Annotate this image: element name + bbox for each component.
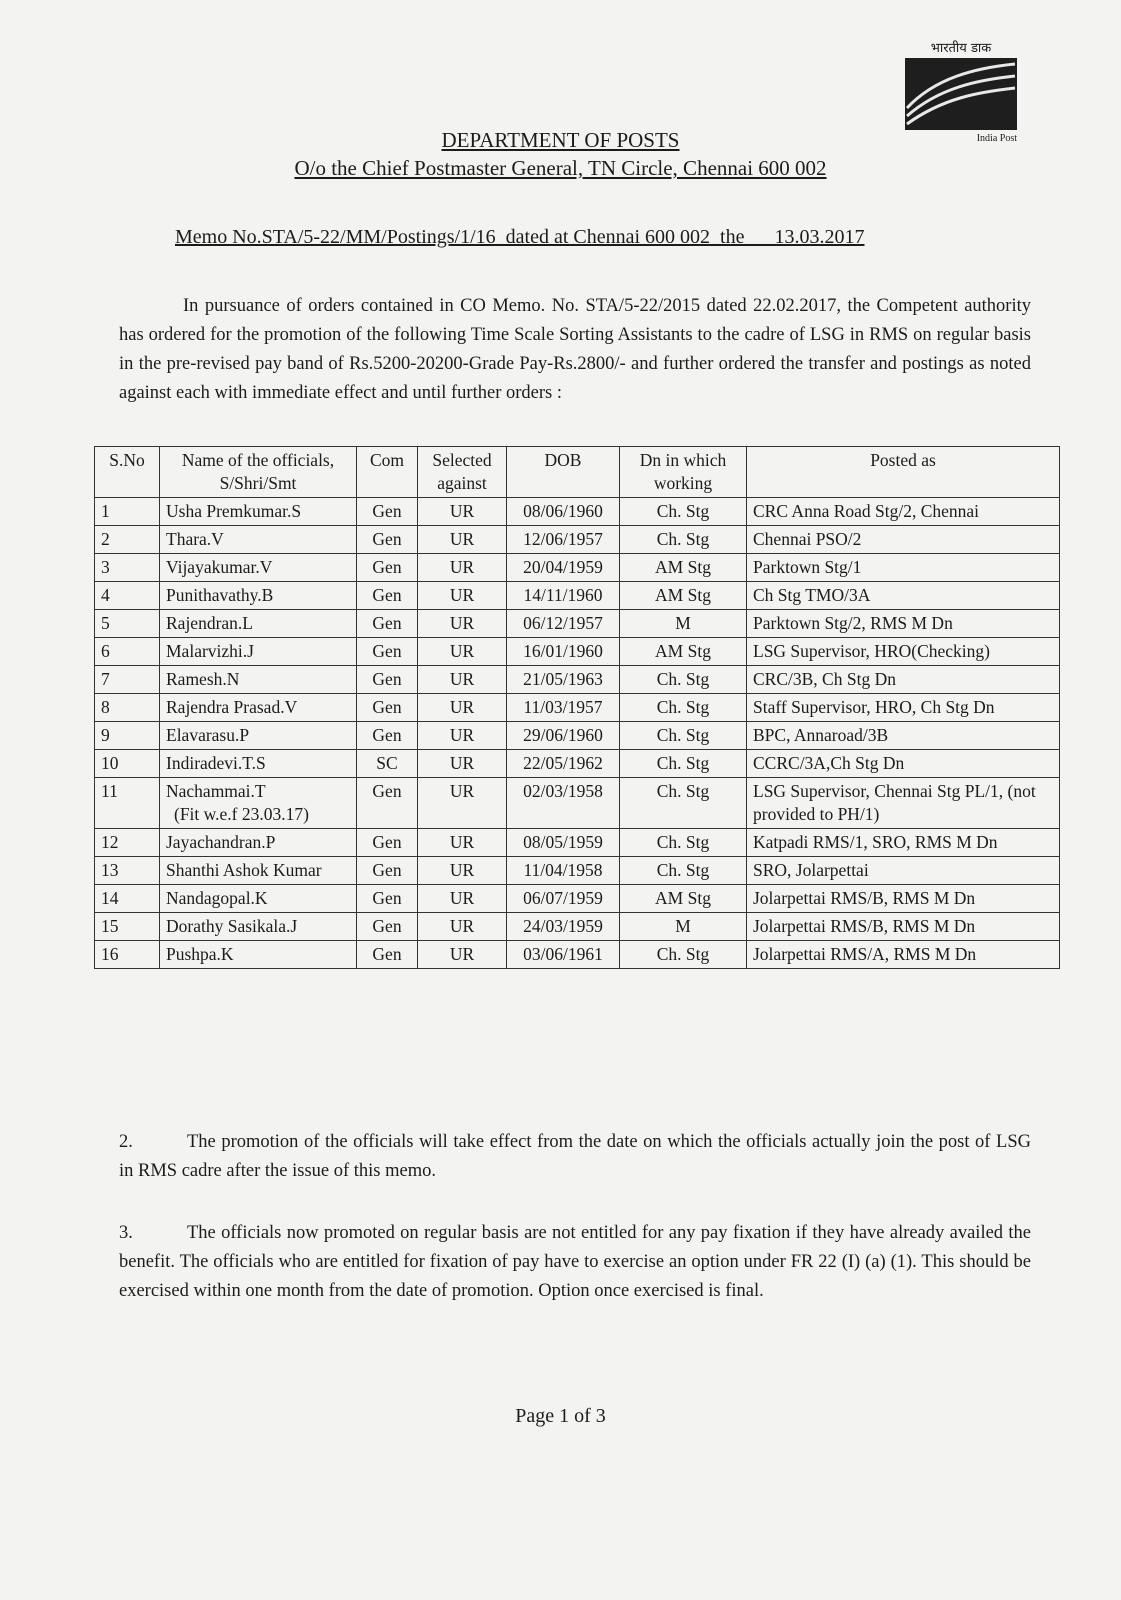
cell-selected bbox=[418, 526, 507, 554]
cell-com-text: Gen bbox=[372, 669, 402, 689]
cell-selected-text: UR bbox=[449, 613, 475, 633]
cell-posted bbox=[747, 857, 1060, 885]
cell-sno bbox=[95, 526, 160, 554]
cell-selected bbox=[418, 582, 507, 610]
cell-dn bbox=[620, 638, 747, 666]
cell-posted-text: CRC/3B, Ch Stg Dn bbox=[753, 669, 896, 689]
cell-com bbox=[357, 941, 418, 969]
cell-selected bbox=[418, 913, 507, 941]
department-title: DEPARTMENT OF POSTS bbox=[441, 128, 680, 152]
table-row bbox=[95, 694, 1060, 722]
paragraph-3-text: The officials now promoted on regular basis are not entitled for any pay fixation if they have already availed the benefit. The officials who are entitled for fixation of pay have to exercise an option under FR 22 (I) (a) (1). This should be exercised within one month from the date of promotion. Option once exercised is final. bbox=[119, 1223, 1031, 1301]
cell-posted-text: LSG Supervisor, HRO(Checking) bbox=[753, 641, 990, 661]
cell-sno bbox=[95, 778, 160, 829]
cell-sno-text: 7 bbox=[101, 669, 110, 689]
cell-sno-text: 15 bbox=[101, 916, 119, 936]
cell-dob bbox=[507, 941, 620, 969]
cell-com bbox=[357, 498, 418, 526]
cell-dob-text: 08/05/1959 bbox=[523, 832, 603, 852]
cell-dob bbox=[507, 750, 620, 778]
logo-caption: India Post bbox=[976, 133, 1017, 144]
table-row bbox=[95, 885, 1060, 913]
cell-selected-text: UR bbox=[449, 725, 475, 745]
cell-posted-text: Staff Supervisor, HRO, Ch Stg Dn bbox=[753, 697, 995, 717]
cell-name-text: Jayachandran.P bbox=[166, 832, 276, 852]
cell-com bbox=[357, 913, 418, 941]
cell-dn-text: Ch. Stg bbox=[656, 501, 710, 521]
cell-posted-text: BPC, Annaroad/3B bbox=[753, 725, 889, 745]
cell-dn-text: Ch. Stg bbox=[656, 725, 710, 745]
cell-com-text: Gen bbox=[372, 585, 402, 605]
cell-selected-text: UR bbox=[449, 641, 475, 661]
cell-selected-text: UR bbox=[449, 697, 475, 717]
cell-sno bbox=[95, 885, 160, 913]
cell-dn bbox=[620, 526, 747, 554]
paragraph-3 bbox=[119, 1219, 1031, 1306]
cell-com-text: Gen bbox=[372, 781, 402, 801]
cell-selected-text: UR bbox=[449, 832, 475, 852]
cell-name-text: Dorathy Sasikala.J bbox=[166, 916, 298, 936]
cell-com bbox=[357, 526, 418, 554]
table-header-row bbox=[95, 447, 1060, 498]
table-row bbox=[95, 750, 1060, 778]
cell-dob bbox=[507, 829, 620, 857]
cell-posted bbox=[747, 694, 1060, 722]
cell-posted bbox=[747, 778, 1060, 829]
cell-dob-text: 20/04/1959 bbox=[523, 557, 603, 577]
cell-posted-text: CRC Anna Road Stg/2, Chennai bbox=[753, 501, 980, 521]
cell-posted bbox=[747, 829, 1060, 857]
cell-dob-text: 24/03/1959 bbox=[523, 916, 603, 936]
cell-dn bbox=[620, 582, 747, 610]
cell-selected-text: UR bbox=[449, 669, 475, 689]
header-name: Name of the officials, S/Shri/Smt bbox=[160, 447, 357, 498]
cell-dob bbox=[507, 857, 620, 885]
cell-dob-text: 14/11/1960 bbox=[523, 585, 603, 605]
cell-name bbox=[160, 941, 357, 969]
cell-com bbox=[357, 829, 418, 857]
cell-selected-text: UR bbox=[449, 753, 475, 773]
office-address: O/o the Chief Postmaster General, TN Circle, Chennai 600 002 bbox=[294, 156, 827, 180]
cell-com-text: SC bbox=[376, 753, 398, 773]
cell-sno bbox=[95, 722, 160, 750]
cell-dob-text: 16/01/1960 bbox=[523, 641, 603, 661]
cell-dob bbox=[507, 778, 620, 829]
cell-selected bbox=[418, 694, 507, 722]
cell-name-text: Pushpa.K bbox=[166, 944, 234, 964]
cell-dn bbox=[620, 885, 747, 913]
cell-dn bbox=[620, 857, 747, 885]
cell-dob bbox=[507, 582, 620, 610]
cell-posted-text: Jolarpettai RMS/A, RMS M Dn bbox=[753, 944, 977, 964]
cell-sno-text: 1 bbox=[101, 501, 110, 521]
cell-sno-text: 9 bbox=[101, 725, 110, 745]
cell-name bbox=[160, 913, 357, 941]
cell-dob-text: 02/03/1958 bbox=[523, 781, 603, 801]
cell-posted bbox=[747, 913, 1060, 941]
cell-dob-text: 11/04/1958 bbox=[523, 860, 603, 880]
cell-sno bbox=[95, 857, 160, 885]
cell-name bbox=[160, 829, 357, 857]
cell-posted bbox=[747, 638, 1060, 666]
cell-dn bbox=[620, 610, 747, 638]
cell-selected bbox=[418, 666, 507, 694]
cell-name-text: Usha Premkumar.S bbox=[166, 501, 302, 521]
cell-sno-text: 5 bbox=[101, 613, 110, 633]
cell-com bbox=[357, 750, 418, 778]
table-row bbox=[95, 829, 1060, 857]
cell-dn bbox=[620, 554, 747, 582]
cell-sno bbox=[95, 694, 160, 722]
cell-posted-text: Jolarpettai RMS/B, RMS M Dn bbox=[753, 916, 976, 936]
cell-selected-text: UR bbox=[449, 557, 475, 577]
cell-name bbox=[160, 582, 357, 610]
cell-dob-text: 21/05/1963 bbox=[523, 669, 603, 689]
cell-name bbox=[160, 750, 357, 778]
cell-sno bbox=[95, 913, 160, 941]
cell-dn-text: Ch. Stg bbox=[656, 529, 710, 549]
cell-selected-text: UR bbox=[449, 888, 475, 908]
cell-dn-text: Ch. Stg bbox=[656, 753, 710, 773]
cell-posted bbox=[747, 554, 1060, 582]
cell-selected bbox=[418, 638, 507, 666]
cell-com-text: Gen bbox=[372, 725, 402, 745]
cell-selected-text: UR bbox=[449, 501, 475, 521]
cell-selected bbox=[418, 722, 507, 750]
table-row bbox=[95, 638, 1060, 666]
cell-com bbox=[357, 857, 418, 885]
cell-name-text: Vijayakumar.V bbox=[166, 557, 273, 577]
cell-name bbox=[160, 498, 357, 526]
cell-posted-text: LSG Supervisor, Chennai Stg PL/1, (not provided to PH/1) bbox=[753, 781, 1036, 824]
table-row bbox=[95, 941, 1060, 969]
table-row bbox=[95, 666, 1060, 694]
table-row bbox=[95, 582, 1060, 610]
cell-sno-text: 4 bbox=[101, 585, 110, 605]
cell-dob bbox=[507, 638, 620, 666]
logo-swirl-icon bbox=[905, 58, 1017, 130]
cell-dob-text: 22/05/1962 bbox=[523, 753, 603, 773]
cell-posted-text: Parktown Stg/1 bbox=[753, 557, 862, 577]
header-sno: S.No bbox=[95, 447, 160, 498]
cell-dob bbox=[507, 498, 620, 526]
cell-com bbox=[357, 778, 418, 829]
header-dob: DOB bbox=[507, 447, 620, 498]
cell-posted bbox=[747, 498, 1060, 526]
table-row bbox=[95, 778, 1060, 829]
cell-name bbox=[160, 857, 357, 885]
cell-sno bbox=[95, 750, 160, 778]
cell-dob-text: 06/07/1959 bbox=[523, 888, 603, 908]
cell-dn bbox=[620, 913, 747, 941]
cell-posted-text: Jolarpettai RMS/B, RMS M Dn bbox=[753, 888, 976, 908]
cell-sno bbox=[95, 666, 160, 694]
header-com: Com bbox=[357, 447, 418, 498]
paragraph-3-number: 3. bbox=[119, 1223, 133, 1243]
cell-selected-text: UR bbox=[449, 944, 475, 964]
cell-dn-text: AM Stg bbox=[655, 557, 711, 577]
cell-com-text: Gen bbox=[372, 697, 402, 717]
cell-dob-text: 11/03/1957 bbox=[523, 697, 603, 717]
paragraph-2 bbox=[119, 1128, 1031, 1186]
memo-reference: Memo No.STA/5-22/MM/Postings/1/16 dated at Chennai 600 002 the 13.03.2017 bbox=[175, 226, 865, 248]
header-posted: Posted as bbox=[747, 447, 1060, 498]
cell-name bbox=[160, 666, 357, 694]
cell-dn bbox=[620, 666, 747, 694]
cell-sno bbox=[95, 582, 160, 610]
table-row bbox=[95, 554, 1060, 582]
cell-posted bbox=[747, 885, 1060, 913]
logo-hindi-text: भारतीय डाक bbox=[930, 41, 992, 56]
cell-com bbox=[357, 666, 418, 694]
cell-com-text: Gen bbox=[372, 860, 402, 880]
cell-sno-text: 14 bbox=[101, 888, 119, 908]
cell-selected bbox=[418, 750, 507, 778]
cell-selected-text: UR bbox=[449, 529, 475, 549]
cell-dob bbox=[507, 526, 620, 554]
cell-name-text: Indiradevi.T.S bbox=[166, 753, 266, 773]
cell-sno-text: 8 bbox=[101, 697, 110, 717]
cell-name bbox=[160, 722, 357, 750]
cell-name-text: Punithavathy.B bbox=[166, 585, 274, 605]
cell-name bbox=[160, 694, 357, 722]
cell-selected-text: UR bbox=[449, 781, 475, 801]
cell-dob-text: 29/06/1960 bbox=[523, 725, 603, 745]
cell-dob bbox=[507, 694, 620, 722]
cell-name-text: Shanthi Ashok Kumar bbox=[166, 860, 322, 880]
cell-selected bbox=[418, 498, 507, 526]
cell-sno bbox=[95, 941, 160, 969]
cell-posted-text: Chennai PSO/2 bbox=[753, 529, 862, 549]
cell-selected-text: UR bbox=[449, 860, 475, 880]
cell-posted bbox=[747, 941, 1060, 969]
cell-selected bbox=[418, 829, 507, 857]
cell-dob-text: 08/06/1960 bbox=[523, 501, 603, 521]
cell-name-note: (Fit w.e.f 23.03.17) bbox=[174, 804, 309, 824]
cell-posted-text: SRO, Jolarpettai bbox=[753, 860, 869, 880]
cell-posted-text: Parktown Stg/2, RMS M Dn bbox=[753, 613, 953, 633]
cell-name bbox=[160, 778, 357, 829]
cell-com bbox=[357, 554, 418, 582]
cell-dn-text: Ch. Stg bbox=[656, 669, 710, 689]
cell-dn-text: AM Stg bbox=[655, 641, 711, 661]
cell-sno bbox=[95, 829, 160, 857]
cell-com-text: Gen bbox=[372, 529, 402, 549]
cell-posted bbox=[747, 722, 1060, 750]
cell-dob-text: 03/06/1961 bbox=[523, 944, 603, 964]
cell-name-text: Malarvizhi.J bbox=[166, 641, 254, 661]
table-row bbox=[95, 722, 1060, 750]
cell-dn bbox=[620, 941, 747, 969]
cell-com bbox=[357, 694, 418, 722]
cell-name-text: Thara.V bbox=[166, 529, 224, 549]
cell-dn bbox=[620, 722, 747, 750]
cell-com bbox=[357, 722, 418, 750]
cell-dn-text: Ch. Stg bbox=[656, 697, 710, 717]
cell-name-text: Ramesh.N bbox=[166, 669, 240, 689]
header-dn: Dn in which working bbox=[620, 447, 747, 498]
cell-name bbox=[160, 885, 357, 913]
cell-sno-text: 3 bbox=[101, 557, 110, 577]
cell-posted-text: Ch Stg TMO/3A bbox=[753, 585, 871, 605]
cell-dn-text: M bbox=[675, 613, 691, 633]
cell-dn-text: Ch. Stg bbox=[656, 781, 710, 801]
cell-sno-text: 10 bbox=[101, 753, 119, 773]
cell-sno bbox=[95, 638, 160, 666]
cell-sno bbox=[95, 498, 160, 526]
cell-dob bbox=[507, 913, 620, 941]
cell-sno bbox=[95, 554, 160, 582]
table-row bbox=[95, 526, 1060, 554]
cell-sno-text: 16 bbox=[101, 944, 119, 964]
table-row bbox=[95, 913, 1060, 941]
cell-selected-text: UR bbox=[449, 585, 475, 605]
cell-dob bbox=[507, 666, 620, 694]
cell-name bbox=[160, 526, 357, 554]
cell-dn bbox=[620, 694, 747, 722]
paragraph-2-text: The promotion of the officials will take effect from the date on which the officials actually join the post of LSG in RMS cadre after the issue of this memo. bbox=[119, 1132, 1031, 1181]
cell-posted-text: Katpadi RMS/1, SRO, RMS M Dn bbox=[753, 832, 998, 852]
cell-sno-text: 6 bbox=[101, 641, 110, 661]
cell-dob bbox=[507, 722, 620, 750]
cell-com-text: Gen bbox=[372, 832, 402, 852]
cell-dob bbox=[507, 885, 620, 913]
cell-dn bbox=[620, 829, 747, 857]
cell-sno-text: 13 bbox=[101, 860, 119, 880]
cell-dob bbox=[507, 610, 620, 638]
cell-dn bbox=[620, 778, 747, 829]
cell-selected bbox=[418, 941, 507, 969]
cell-name-text: Rajendran.L bbox=[166, 613, 253, 633]
cell-dn-text: Ch. Stg bbox=[656, 944, 710, 964]
cell-selected bbox=[418, 554, 507, 582]
logo-emblem bbox=[905, 58, 1017, 130]
cell-name bbox=[160, 610, 357, 638]
cell-sno bbox=[95, 610, 160, 638]
cell-posted bbox=[747, 610, 1060, 638]
header-selected: Selected against bbox=[418, 447, 507, 498]
cell-name-text: Rajendra Prasad.V bbox=[166, 697, 298, 717]
cell-com bbox=[357, 582, 418, 610]
cell-name-text: Nandagopal.K bbox=[166, 888, 268, 908]
cell-dn bbox=[620, 750, 747, 778]
promotion-table bbox=[94, 446, 1060, 969]
cell-name bbox=[160, 554, 357, 582]
cell-dn-text: AM Stg bbox=[655, 888, 711, 908]
table-row bbox=[95, 857, 1060, 885]
cell-sno-text: 12 bbox=[101, 832, 119, 852]
cell-com-text: Gen bbox=[372, 557, 402, 577]
cell-posted bbox=[747, 666, 1060, 694]
cell-posted bbox=[747, 582, 1060, 610]
cell-name-text: Nachammai.T bbox=[166, 781, 266, 801]
cell-dn-text: Ch. Stg bbox=[656, 832, 710, 852]
page-number: Page 1 of 3 bbox=[515, 1405, 606, 1427]
cell-com-text: Gen bbox=[372, 888, 402, 908]
cell-name bbox=[160, 638, 357, 666]
cell-dn-text: AM Stg bbox=[655, 585, 711, 605]
cell-selected bbox=[418, 885, 507, 913]
table-row bbox=[95, 610, 1060, 638]
cell-dob-text: 06/12/1957 bbox=[523, 613, 603, 633]
cell-sno-text: 11 bbox=[101, 781, 118, 801]
cell-com-text: Gen bbox=[372, 613, 402, 633]
cell-com-text: Gen bbox=[372, 944, 402, 964]
table-row bbox=[95, 498, 1060, 526]
cell-dn-text: Ch. Stg bbox=[656, 860, 710, 880]
cell-name-text: Elavarasu.P bbox=[166, 725, 250, 745]
cell-posted-text: CCRC/3A,Ch Stg Dn bbox=[753, 753, 905, 773]
cell-com bbox=[357, 638, 418, 666]
cell-sno-text: 2 bbox=[101, 529, 110, 549]
cell-selected bbox=[418, 857, 507, 885]
cell-com bbox=[357, 610, 418, 638]
cell-posted bbox=[747, 750, 1060, 778]
paragraph-2-number: 2. bbox=[119, 1132, 133, 1152]
cell-selected bbox=[418, 610, 507, 638]
cell-dn-text: M bbox=[675, 916, 691, 936]
cell-selected-text: UR bbox=[449, 916, 475, 936]
cell-dn bbox=[620, 498, 747, 526]
cell-selected bbox=[418, 778, 507, 829]
cell-com-text: Gen bbox=[372, 501, 402, 521]
cell-com-text: Gen bbox=[372, 916, 402, 936]
cell-posted bbox=[747, 526, 1060, 554]
cell-com-text: Gen bbox=[372, 641, 402, 661]
cell-dob bbox=[507, 554, 620, 582]
cell-com bbox=[357, 885, 418, 913]
cell-dob-text: 12/06/1957 bbox=[523, 529, 603, 549]
intro-paragraph: In pursuance of orders contained in CO Memo. No. STA/5-22/2015 dated 22.02.2017, the Competent authority has ordered for the promotion of the following Time Scale Sorting Assistants to the cadre of LSG in RMS on regular basis in the pre-revised pay band of Rs.5200-20200-Grade Pay-Rs.2800/- and further ordered the transfer and postings as noted against each with immediate effect and until further orders : bbox=[119, 296, 1031, 403]
